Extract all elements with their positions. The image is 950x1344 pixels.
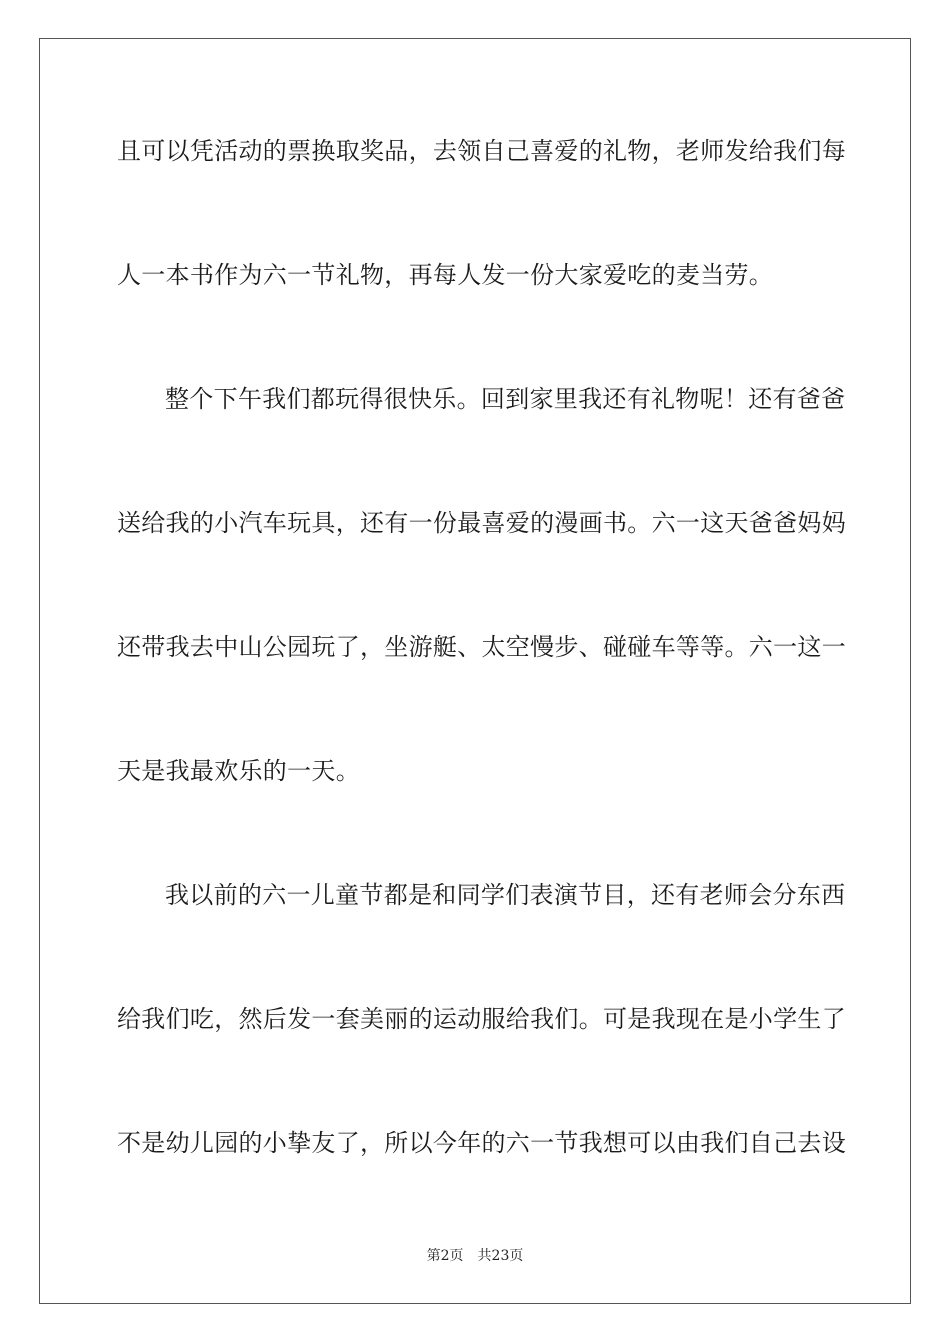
text-line-3-paragraph-start: 整个下午我们都玩得很快乐。回到家里我还有礼物呢！还有爸爸 (165, 385, 846, 413)
text-line-9: 不是幼儿园的小挚友了，所以今年的六一节我想可以由我们自己去设 (117, 1129, 846, 1157)
page-border (39, 38, 911, 1304)
text-line-5: 还带我去中山公园玩了，坐游艇、太空慢步、碰碰车等等。六一这一 (117, 633, 846, 661)
text-line-4: 送给我的小汽车玩具，还有一份最喜爱的漫画书。六一这天爸爸妈妈 (117, 509, 846, 537)
text-line-6: 天是我最欢乐的一天。 (117, 757, 360, 785)
text-line-2: 人一本书作为六一节礼物，再每人发一份大家爱吃的麦当劳。 (117, 261, 774, 289)
text-line-7-paragraph-start: 我以前的六一儿童节都是和同学们表演节目，还有老师会分东西 (165, 881, 846, 909)
total-pages-label: 共23页 (477, 1248, 524, 1264)
current-page-label: 第2页 (426, 1248, 464, 1264)
page-footer (0, 1247, 950, 1265)
text-line-1: 且可以凭活动的票换取奖品，去领自己喜爱的礼物，老师发给我们每 (117, 137, 846, 165)
text-line-8: 给我们吃，然后发一套美丽的运动服给我们。可是我现在是小学生了 (117, 1005, 846, 1033)
